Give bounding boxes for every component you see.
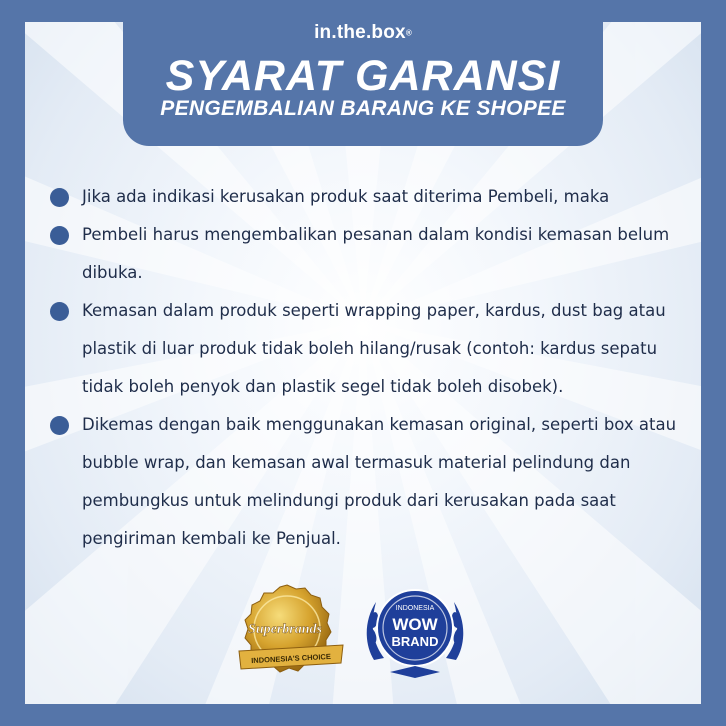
bullet-icon	[50, 302, 69, 321]
superbrands-name: Superbrands	[248, 622, 322, 637]
registered-mark: ®	[405, 28, 412, 38]
list-item	[50, 406, 690, 558]
list-item-text: Pembeli harus mengembalikan pesanan dalam kondisi kemasan belum dibuka.	[82, 225, 670, 282]
page-title: SYARAT GARANSI	[165, 52, 561, 100]
list-item-text: Jika ada indikasi kerusakan produk saat diterima Pembeli, maka	[82, 187, 610, 206]
list-item	[50, 216, 690, 292]
brand-logo	[0, 22, 726, 44]
bullet-icon	[50, 416, 69, 435]
bullet-icon	[50, 188, 69, 207]
wow-brand-bottom: BRAND	[391, 634, 439, 649]
wow-brand-mid: WOW	[392, 615, 438, 634]
wow-brand-badge	[360, 580, 470, 684]
brand-logo-text: in.the.box	[314, 22, 406, 43]
list-item-text: Dikemas dengan baik menggunakan kemasan original, seperti box atau bubble wrap, dan kemasan awal termasuk material pelindung dan pembungkus untuk melindungi produk dari kerusakan pada saat pengiriman kembali ke Penjual.	[82, 415, 677, 548]
list-item	[50, 292, 690, 406]
superbrands-ribbon: INDONESIA'S CHOICE	[250, 651, 332, 666]
superbrands-badge	[235, 583, 347, 683]
list-item	[50, 178, 690, 216]
page-subtitle: PENGEMBALIAN BARANG KE SHOPEE	[160, 97, 566, 120]
terms-list	[50, 178, 690, 558]
list-item-text: Kemasan dalam produk seperti wrapping paper, kardus, dust bag atau plastik di luar produk tidak boleh hilang/rusak (contoh: kardus sepatu tidak boleh penyok dan plastik segel tidak boleh disobek).	[82, 301, 666, 396]
wow-brand-top: INDONESIA	[395, 605, 435, 612]
bullet-icon	[50, 226, 69, 245]
